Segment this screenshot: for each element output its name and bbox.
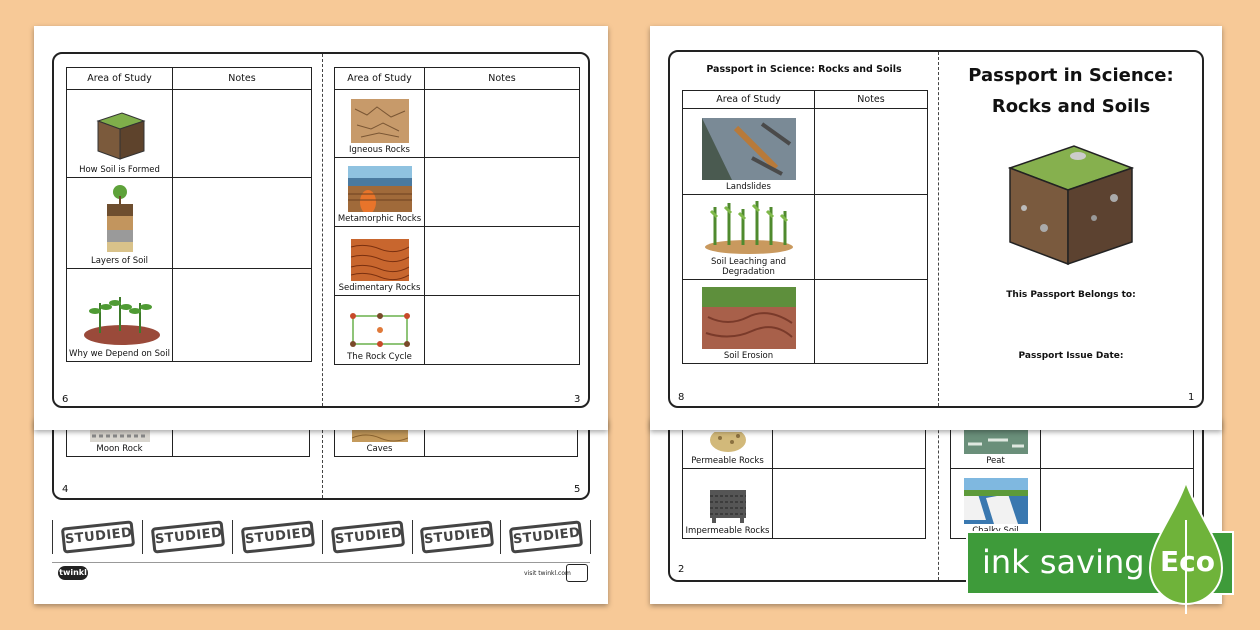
row-caption: Sedimentary Rocks	[338, 283, 421, 293]
soil-cube-image	[92, 109, 148, 163]
studied-stamp: STUDIED	[420, 520, 494, 553]
fold-line	[322, 54, 323, 406]
peat-image	[964, 430, 1028, 454]
table-row	[683, 109, 928, 195]
notes-cell[interactable]	[425, 158, 580, 227]
row-caption: Caves	[366, 444, 393, 454]
passport-belongs-to: This Passport Belongs to:	[1006, 290, 1136, 300]
cover-title-line1: Passport in Science:	[968, 65, 1174, 86]
row-caption: How Soil is Formed	[79, 165, 160, 175]
row-caption: Layers of Soil	[90, 256, 149, 266]
table-row	[335, 227, 580, 296]
left-front-booklet	[52, 52, 590, 408]
row-caption: Landslides	[726, 182, 771, 192]
landslides-image	[702, 118, 796, 180]
metamorphic-rocks-image	[348, 166, 412, 212]
rock-cycle-diagram	[345, 304, 415, 350]
page-number: 4	[62, 484, 69, 495]
twinkl-badge-icon	[566, 564, 588, 582]
table-row	[683, 280, 928, 364]
row-caption: The Rock Cycle	[347, 352, 412, 362]
studied-stamp: STUDIED	[151, 520, 225, 553]
permeable-rocks-image	[708, 432, 748, 454]
plants-in-soil-image	[78, 289, 162, 347]
page-number: 1	[1188, 392, 1195, 403]
soil-cube-image	[1004, 138, 1136, 268]
page-number: 2	[678, 564, 685, 575]
sedimentary-rocks-image	[351, 239, 409, 281]
soil-erosion-image	[702, 287, 796, 349]
row-caption: Impermeable Rocks	[685, 526, 770, 536]
igneous-rocks-image	[351, 99, 409, 143]
moon-rock-image	[90, 430, 150, 442]
impermeable-rocks-image	[706, 486, 750, 524]
row-caption: Igneous Rocks	[349, 145, 410, 155]
soil-leaching-image	[701, 197, 797, 255]
page-number: 5	[574, 484, 581, 495]
notes-cell[interactable]	[173, 90, 312, 178]
caves-image	[352, 430, 408, 442]
fold-line	[938, 410, 939, 580]
notes-cell[interactable]	[815, 280, 928, 364]
row-caption: Soil Erosion	[723, 351, 774, 361]
row-caption: Soil Leaching and Degradation	[711, 257, 786, 277]
row-caption: Peat	[986, 456, 1005, 466]
column-header: Area of Study	[67, 68, 173, 90]
table-row	[67, 90, 312, 178]
studied-stamp: STUDIED	[241, 520, 315, 553]
fold-line	[938, 52, 939, 406]
notes-cell[interactable]	[173, 269, 312, 362]
column-header: Notes	[815, 91, 928, 109]
passport-heading: Passport in Science: Rocks and Soils	[706, 64, 902, 75]
row-caption: Metamorphic Rocks	[337, 214, 422, 224]
table-row	[683, 195, 928, 280]
table-row	[67, 269, 312, 362]
ink-saving-label: ink saving	[982, 543, 1145, 581]
notes-cell[interactable]	[425, 227, 580, 296]
table-row	[335, 158, 580, 227]
studied-stamp: STUDIED	[509, 520, 583, 553]
table-row	[335, 90, 580, 158]
table-row	[67, 178, 312, 269]
eco-label: Eco	[1160, 545, 1215, 578]
back-table-left	[682, 414, 926, 539]
twinkl-logo: twinkl	[58, 566, 88, 580]
passport-issue-date: Passport Issue Date:	[1018, 351, 1124, 361]
footer-url: visit twinkl.com	[524, 570, 571, 577]
table-row	[335, 296, 580, 365]
page-number: 3	[574, 394, 581, 405]
table-row	[683, 469, 926, 539]
notes-cell[interactable]	[173, 178, 312, 269]
column-header: Notes	[425, 68, 580, 90]
study-table-rocks	[334, 67, 580, 365]
row-caption: Permeable Rocks	[691, 456, 764, 466]
column-header: Area of Study	[683, 91, 815, 109]
column-header: Notes	[173, 68, 312, 90]
column-header: Area of Study	[335, 68, 425, 90]
notes-cell[interactable]	[425, 296, 580, 365]
notes-cell[interactable]	[425, 90, 580, 158]
studied-stamp: STUDIED	[61, 520, 135, 553]
chalky-soil-image	[964, 478, 1028, 524]
studied-stamp: STUDIED	[331, 520, 405, 553]
page-number: 8	[678, 392, 685, 403]
notes-cell[interactable]	[815, 195, 928, 280]
cover-title-line2: Rocks and Soils	[991, 96, 1151, 117]
soil-layers-image	[103, 184, 137, 254]
notes-cell[interactable]	[815, 109, 928, 195]
row-caption: Moon Rock	[96, 444, 143, 454]
notes-cell[interactable]	[773, 469, 926, 539]
page-number: 6	[62, 394, 69, 405]
study-table-passport	[682, 90, 928, 364]
study-table-soils	[66, 67, 312, 362]
row-caption: Why we Depend on Soil	[69, 349, 170, 359]
